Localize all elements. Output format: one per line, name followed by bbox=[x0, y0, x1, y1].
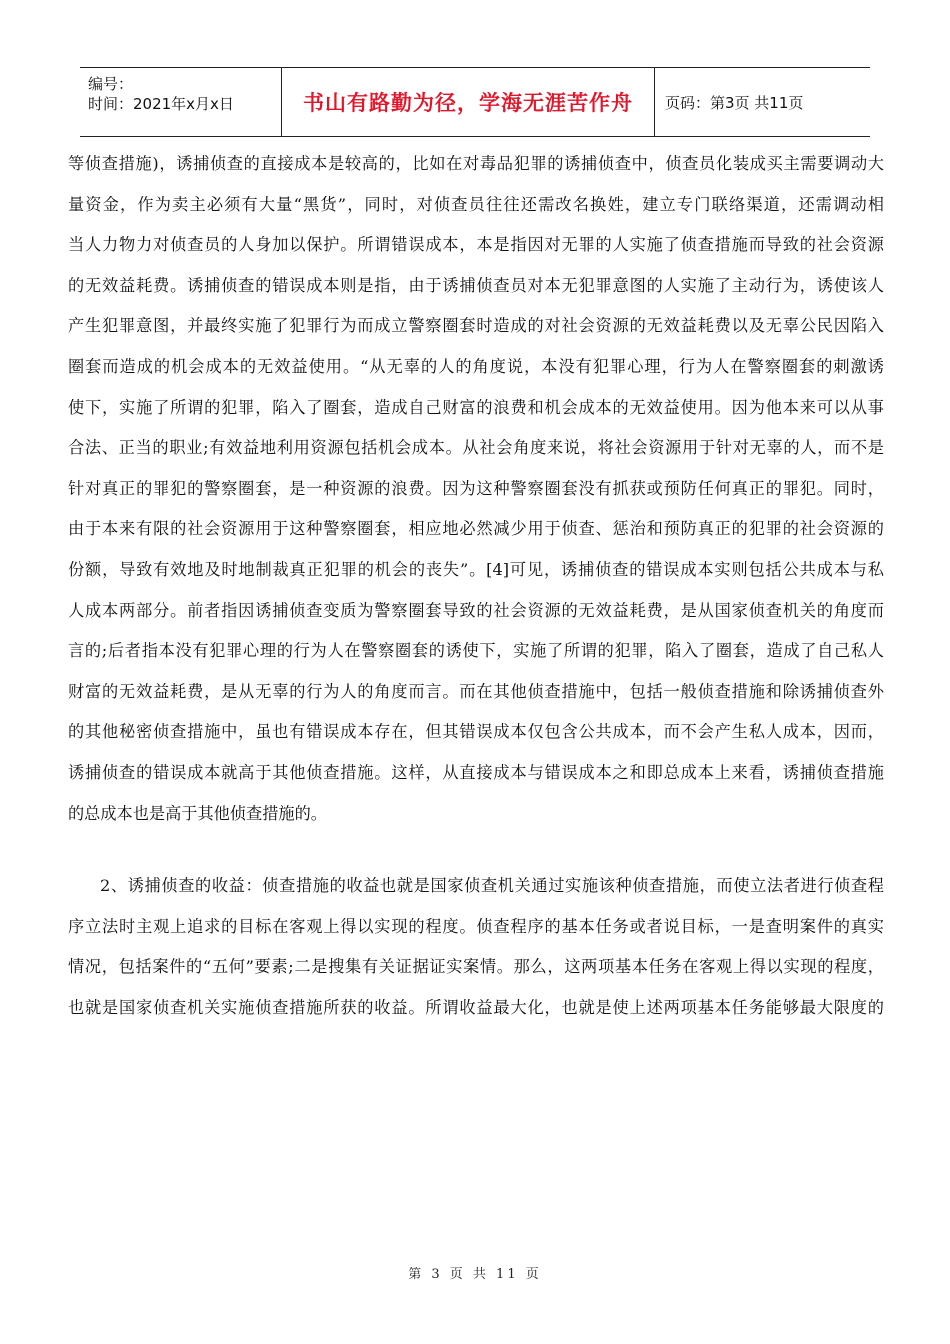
text-line: 圈套而造成的机会成本的无效益使用。“从无辜的人的角度说，本没有犯罪心理，行为人在警察圈套的刺激诱 bbox=[68, 356, 884, 376]
paragraph-1 bbox=[68, 144, 884, 834]
text-line: 2、诱捕侦查的收益：侦查措施的收益也就是国家侦查机关通过实施该种侦查措施，而使立法者进行侦查程 bbox=[100, 876, 884, 896]
page-header bbox=[80, 67, 870, 137]
text-line: 的总成本也是高于其他侦查措施的。 bbox=[68, 803, 327, 823]
text-line: 由于本来有限的社会资源用于这种警察圈套，相应地必然减少用于侦查、惩治和预防真正的犯罪的社会资源的 bbox=[68, 519, 884, 539]
text-line: 序立法时主观上追求的目标在客观上得以实现的程度。侦查程序的基本任务或者说目标，一是查明案件的真实 bbox=[68, 916, 884, 936]
text-line: 份额，导致有效地及时地制裁真正犯罪的机会的丧失”。[4]可见，诱捕侦查的错误成本实则包括公共成本与私 bbox=[68, 559, 884, 579]
paragraph-gap bbox=[68, 834, 884, 866]
text-line: 当人力物力对侦查员的人身加以保护。所谓错误成本，本是指因对无罪的人实施了侦查措施而导致的社会资源 bbox=[68, 235, 884, 255]
document-body bbox=[68, 144, 884, 1028]
text-line: 人成本两部分。前者指因诱捕侦查变质为警察圈套导致的社会资源的无效益耗费，是从国家侦查机关的角度而 bbox=[68, 600, 884, 620]
header-page-cell bbox=[655, 68, 870, 136]
text-line: 言的;后者指本没有犯罪心理的行为人在警察圈套的诱使下，实施了所谓的犯罪，陷入了圈套，造成了自己私人 bbox=[68, 641, 884, 661]
header-meta bbox=[80, 68, 282, 136]
footer-page-number: 第 3 页 共 11 页 bbox=[408, 1267, 542, 1282]
text-line: 诱捕侦查的错误成本就高于其他侦查措施。这样，从直接成本与错误成本之和即总成本上来看，诱捕侦查措施 bbox=[68, 762, 884, 782]
text-line: 等侦查措施)，诱捕侦查的直接成本是较高的，比如在对毒品犯罪的诱捕侦查中，侦查员化装成买主需要调动大 bbox=[68, 154, 884, 173]
text-line: 使下，实施了所谓的犯罪，陷入了圈套，造成自己财富的浪费和机会成本的无效益使用。因为他本来可以从事 bbox=[68, 397, 884, 417]
text-line: 情况，包括案件的“五何”要素;二是搜集有关证据证实案情。那么，这两项基本任务在客观上得以实现的程度， bbox=[68, 957, 884, 977]
text-line: 针对真正的罪犯的警察圈套，是一种资源的浪费。因为这种警察圈套没有抓获或预防任何真正的罪犯。同时， bbox=[68, 478, 884, 498]
number-label: 编号： bbox=[88, 75, 134, 93]
text-line: 量资金，作为卖主必须有大量“黑货”，同时，对侦查员往往还需改名换姓，建立专门联络渠道，还需调动相 bbox=[68, 194, 884, 214]
text-line: 也就是国家侦查机关实施侦查措施所获的收益。所谓收益最大化，也就是使上述两项基本任务能够最大限度的 bbox=[68, 997, 884, 1017]
text-line: 的无效益耗费。诱捕侦查的错误成本则是指，由于诱捕侦查员对本无犯罪意图的人实施了主动行为，诱使该人 bbox=[68, 275, 884, 295]
page-label: 页码：第3页 共11页 bbox=[665, 93, 804, 112]
header-motto-cell bbox=[282, 68, 655, 136]
motto-text: 书山有路勤为径，学海无涯苦作舟 bbox=[303, 91, 633, 115]
text-line: 财富的无效益耗费，是从无辜的行为人的角度而言。而在其他侦查措施中，包括一般侦查措施和除诱捕侦查外 bbox=[68, 681, 884, 701]
time-label: 时间：2021年x月x日 bbox=[88, 95, 234, 113]
paragraph-2 bbox=[68, 866, 884, 1028]
text-line: 合法、正当的职业;有效益地利用资源包括机会成本。从社会角度来说，将社会资源用于针对无辜的人，而不是 bbox=[68, 438, 884, 458]
text-line: 产生犯罪意图，并最终实施了犯罪行为而成立警察圈套时造成的对社会资源的无效益耗费以及无辜公民因陷入 bbox=[68, 316, 884, 336]
page-footer bbox=[0, 1263, 950, 1282]
text-line: 的其他秘密侦查措施中，虽也有错误成本存在，但其错误成本仅包含公共成本，而不会产生私人成本，因而， bbox=[68, 722, 884, 742]
